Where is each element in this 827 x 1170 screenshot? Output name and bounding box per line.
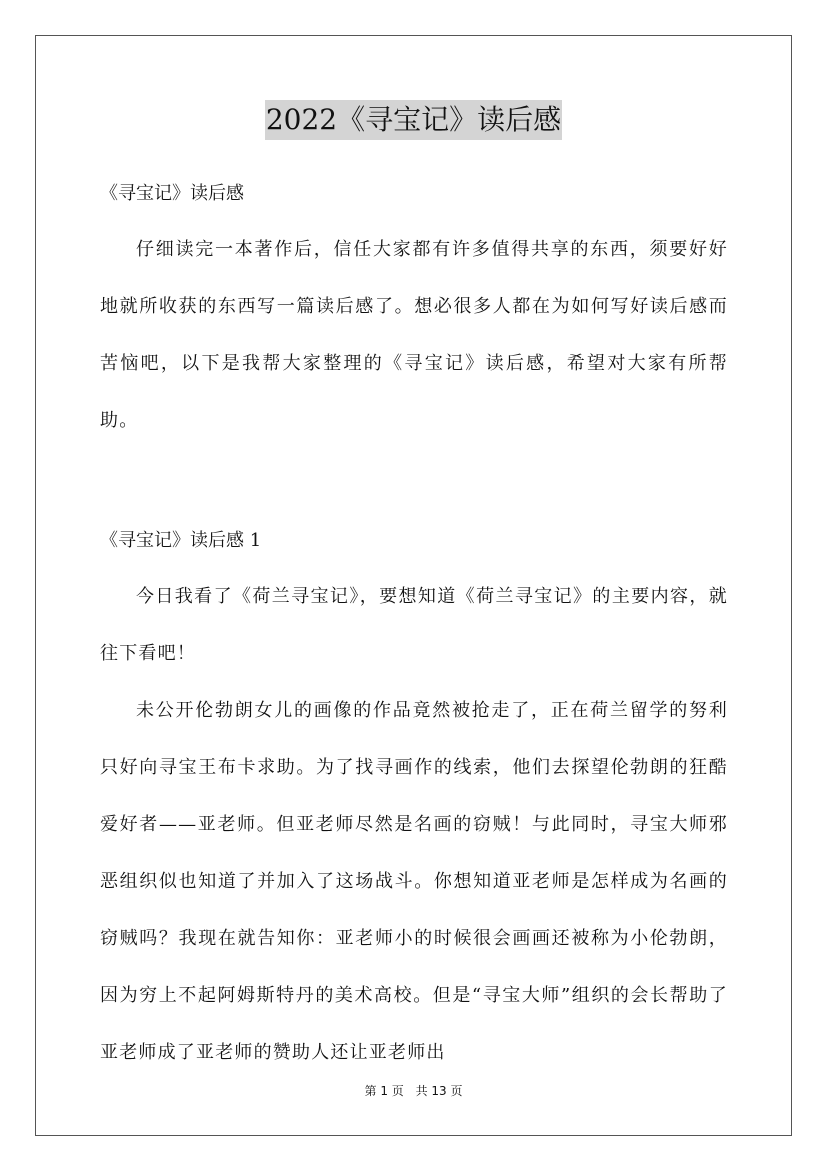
body-paragraph: 未公开伦勃朗女儿的画像的作品竟然被抢走了，正在荷兰留学的努利只好向寻宝王布卡求助。为了找寻画作的线索，他们去探望伦勃朗的狂酷爱好者——亚老师。但亚老师尽然是名画的窃贼！与此同时，寻宝大师邪恶组织似也知道了并加入了这场战斗。你想知道亚老师是怎样成为名画的窃贼吗？我现在就告知你：亚老师小的时候很会画画还被称为小伦勃朗，因为穷上不起阿姆斯特丹的美术高校。但是“寻宝大师”组织的会长帮助了亚老师成了亚老师的赞助人还让亚老师出 (100, 700, 728, 1063)
document-body (100, 172, 728, 1081)
page-total: 共 13 页 (415, 1084, 463, 1098)
section-heading: 《寻宝记》读后感 (100, 183, 244, 204)
title-container (0, 100, 827, 140)
document-title: 2022《寻宝记》读后感 (265, 100, 562, 140)
spacer (100, 449, 728, 519)
section-heading-numbered: 《寻宝记》读后感 1 (100, 530, 262, 551)
body-paragraph: 今日我看了《荷兰寻宝记》，要想知道《荷兰寻宝记》的主要内容，就往下看吧！ (100, 586, 728, 664)
page-footer (0, 1082, 827, 1099)
page-number: 第 1 页 (364, 1084, 404, 1098)
intro-paragraph: 仔细读完一本著作后，信任大家都有许多值得共享的东西，须要好好地就所收获的东西写一篇读后感了。想必很多人都在为如何写好读后感而苦恼吧，以下是我帮大家整理的《寻宝记》读后感，希望对大家有所帮助。 (100, 239, 728, 431)
